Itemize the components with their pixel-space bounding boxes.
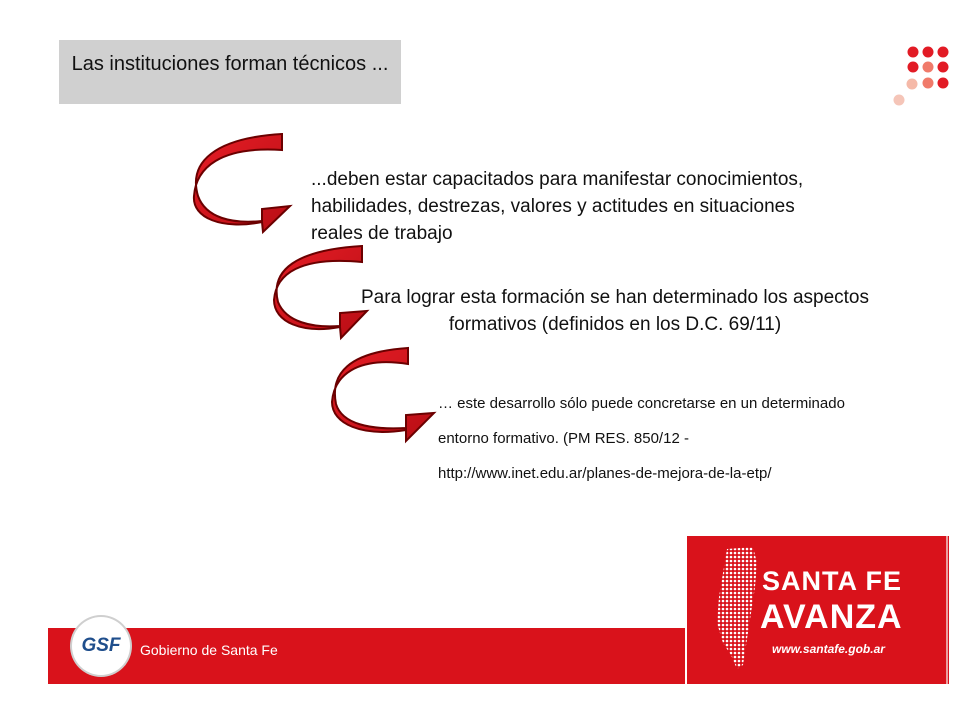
divider: [946, 536, 948, 684]
curved-arrow-icon: [194, 134, 290, 232]
paragraph-capacitados: ...deben estar capacitados para manifestar conocimientos, habilidades, destrezas, valores y actitudes en situaciones reales de trabajo: [311, 169, 804, 244]
gsf-logo: [72, 617, 130, 675]
province-map-icon: [713, 543, 761, 673]
brand-line-2: AVANZA: [760, 598, 903, 636]
gsf-logo-text: GSF: [81, 635, 121, 656]
brand-url: www.santafe.gob.ar: [772, 642, 885, 656]
dot-pattern-icon: [880, 40, 950, 112]
gobierno-label: Gobierno de Santa Fe: [140, 642, 278, 658]
paragraph-entorno: … este desarrollo sólo puede concretarse en un determinado entorno formativo. (PM RES. 850/12 - http://www.inet.edu.ar/planes-de-mejora-de-la-etp/: [438, 395, 845, 482]
curved-arrow-icon: [332, 348, 434, 441]
paragraph-formacion: Para lograr esta formación se han determinado los aspectos formativos (definidos en los D.C. 69/11): [361, 287, 869, 335]
slide-title: Las instituciones forman técnicos ...: [71, 53, 389, 75]
brand-line-1: SANTA FE: [762, 566, 902, 596]
